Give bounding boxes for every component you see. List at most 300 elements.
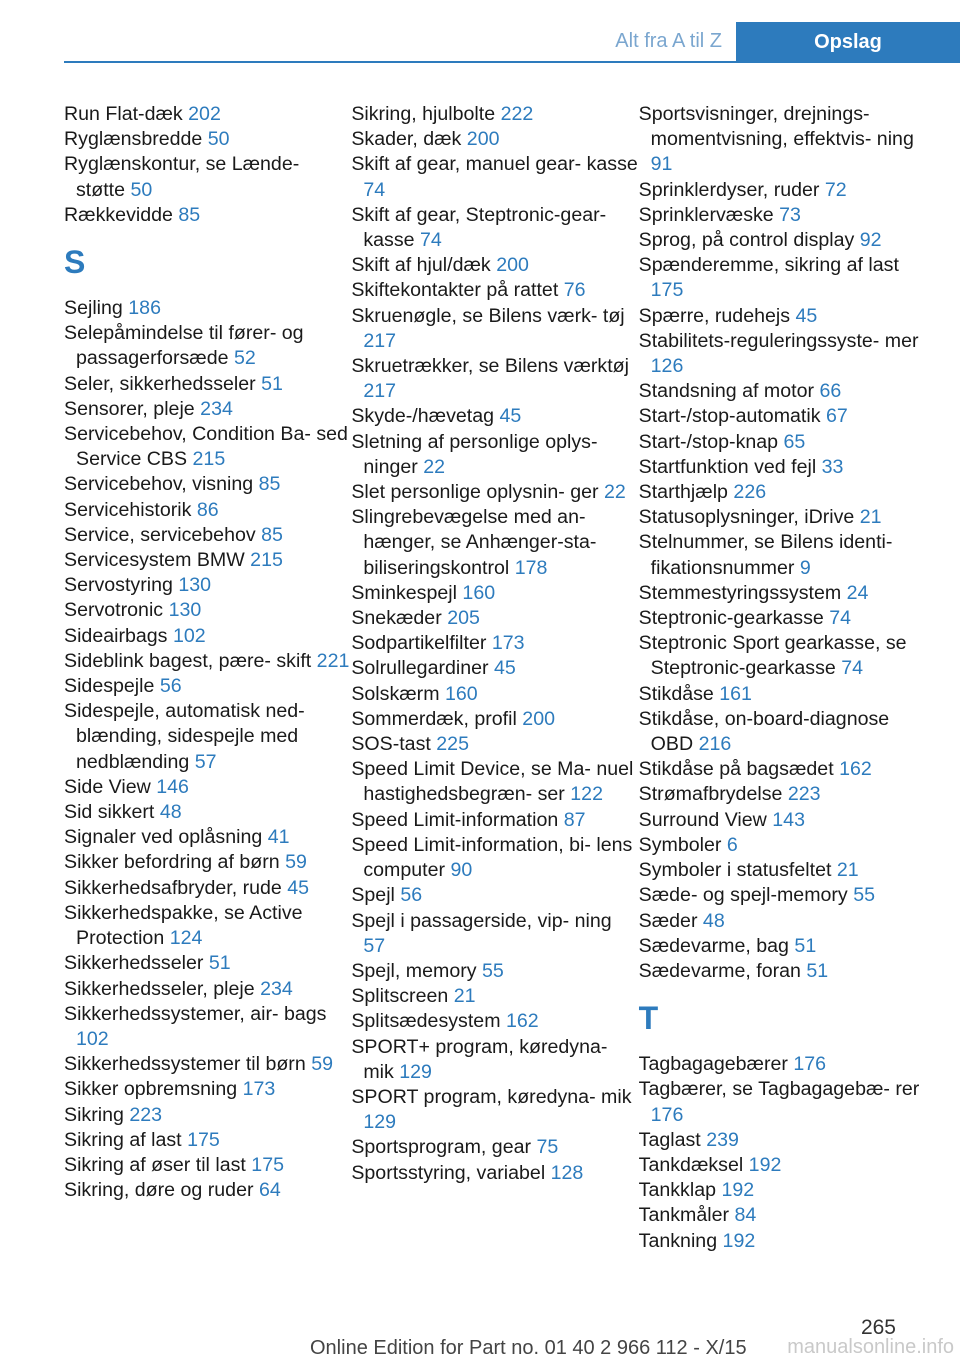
page-reference-link[interactable]: 200 xyxy=(496,254,529,277)
index-entry xyxy=(351,833,638,883)
page-reference-link[interactable]: 239 xyxy=(706,1128,739,1151)
index-entry-text: Symboler xyxy=(638,833,722,856)
page-reference-link[interactable]: 217 xyxy=(363,380,397,403)
page-reference-link[interactable]: 75 xyxy=(536,1136,559,1159)
index-entry xyxy=(64,397,351,422)
index-entry xyxy=(639,757,926,782)
index-entry xyxy=(639,404,926,429)
index-entry xyxy=(351,1135,638,1160)
page-reference-link[interactable]: 102 xyxy=(172,624,206,647)
index-entry-text: Tankklap xyxy=(638,1179,716,1202)
index-entry xyxy=(351,984,638,1009)
page-reference-link[interactable]: 223 xyxy=(129,1103,163,1126)
index-entry xyxy=(351,909,638,959)
page-reference-link[interactable]: 51 xyxy=(806,959,829,982)
index-entry xyxy=(639,505,926,530)
index-entry-text: Sideairbags xyxy=(64,624,168,647)
index-entry-text: Sodpartikelfilter xyxy=(351,632,487,655)
page-reference-link[interactable]: 56 xyxy=(159,675,182,698)
page-reference-link[interactable]: 176 xyxy=(650,1103,684,1126)
index-entry xyxy=(351,883,638,908)
index-entry-text: Slingrebevægelse med an- hænger, se Anhænger-sta- biliseringskontrol xyxy=(351,506,597,579)
index-letter-heading: S xyxy=(64,244,86,281)
index-entry xyxy=(639,631,926,681)
index-entry-text: Sid sikkert xyxy=(64,801,155,824)
page-reference-link[interactable]: 91 xyxy=(650,153,673,176)
index-entry xyxy=(639,1229,926,1254)
page-reference-link[interactable]: 102 xyxy=(76,1027,109,1050)
page-reference-link[interactable]: 175 xyxy=(187,1128,220,1151)
index-entry-text: Stabilitets-reguleringssyste- mer xyxy=(638,329,919,352)
index-entry-text: Stikdåse på bagsædet xyxy=(638,758,834,781)
index-entry xyxy=(639,934,926,959)
page-reference-link[interactable]: 215 xyxy=(192,448,226,471)
index-entry-text: Spejl xyxy=(351,884,395,907)
index-entry xyxy=(351,606,638,631)
page-reference-link[interactable]: 173 xyxy=(242,1078,276,1101)
page-reference-link[interactable]: 215 xyxy=(250,549,283,572)
page-reference-link[interactable]: 162 xyxy=(839,758,872,781)
page-reference-link[interactable]: 50 xyxy=(130,178,153,201)
page-number: 265 xyxy=(860,1316,896,1339)
index-entry-text: Seler, sikkerhedsseler xyxy=(64,372,256,395)
index-entry-text: Sikring xyxy=(64,1103,124,1126)
index-entry xyxy=(639,430,926,455)
index-entry xyxy=(64,498,351,523)
watermark: manualsonline.info xyxy=(787,1336,954,1358)
page-reference-link[interactable]: 90 xyxy=(450,859,473,882)
page-reference-link[interactable]: 86 xyxy=(196,498,219,521)
index-entry xyxy=(639,909,926,934)
page-reference-link[interactable]: 48 xyxy=(159,801,182,824)
page-reference-link[interactable]: 41 xyxy=(267,826,290,849)
index-entry xyxy=(639,606,926,631)
index-entry xyxy=(639,1203,926,1228)
index-entry-text: Tagbærer, se Tagbagagebæ- rer xyxy=(638,1078,920,1101)
index-entry-text: Sideblink bagest, pære- skift xyxy=(64,649,312,672)
index-entry xyxy=(64,649,351,674)
page-reference-link[interactable]: 45 xyxy=(795,304,818,327)
index-entry xyxy=(351,707,638,732)
index-entry-text: Sidespejle xyxy=(64,675,155,698)
page-reference-link[interactable]: 21 xyxy=(453,985,476,1008)
page-reference-link[interactable]: 234 xyxy=(200,397,233,420)
index-entry-text: Signaler ved oplåsning xyxy=(64,826,263,849)
index-entry-text: Sportsstyring, variabel xyxy=(351,1161,546,1184)
page-reference-link[interactable]: 129 xyxy=(363,1111,397,1134)
index-entry-text: Sæde- og spejl-memory xyxy=(638,884,848,907)
index-entry-text: Speed Limit-information xyxy=(351,808,559,831)
index-column-2 xyxy=(351,102,638,1254)
page-reference-link[interactable]: 57 xyxy=(363,934,386,957)
index-entry xyxy=(351,253,638,278)
page-reference-link[interactable]: 72 xyxy=(824,178,847,201)
page-reference-link[interactable]: 222 xyxy=(500,103,534,125)
index-entry-text: Ryglænskontur, se Lænde- støtte xyxy=(64,153,300,201)
index-entry-text: Skiftekontakter på rattet xyxy=(351,279,559,302)
index-entry-text: Sædevarme, bag xyxy=(638,934,789,957)
page-reference-link[interactable]: 85 xyxy=(261,523,283,546)
page-reference-link[interactable]: 66 xyxy=(819,380,842,403)
index-entry xyxy=(64,102,351,127)
index-entry xyxy=(351,404,638,429)
page-reference-link[interactable]: 21 xyxy=(859,506,882,529)
index-entry-text: Surround View xyxy=(638,808,767,831)
index-entry-text: Skruetrækker, se Bilens værktøj xyxy=(351,355,629,378)
index-entry xyxy=(64,674,351,699)
index-entry-text: Stikdåse xyxy=(638,682,714,705)
index-entry-text: Stelnummer, se Bilens identi- fikationsnummer xyxy=(638,531,893,579)
page-reference-link[interactable]: 122 xyxy=(570,783,603,806)
page-reference-link[interactable]: 64 xyxy=(258,1179,281,1202)
index-entry xyxy=(639,102,926,178)
index-entry xyxy=(64,321,351,371)
page-reference-link[interactable]: 130 xyxy=(178,574,212,597)
page-reference-link[interactable]: 178 xyxy=(514,556,548,579)
index-entry-text: Sprog, på control display xyxy=(638,229,855,252)
index-entry-text: Sædevarme, foran xyxy=(638,959,801,982)
section-title: Alt fra A til Z xyxy=(615,30,722,52)
page-reference-link[interactable]: 74 xyxy=(841,657,864,680)
page-reference-link[interactable]: 126 xyxy=(650,355,684,378)
index-entry xyxy=(64,850,351,875)
page-header xyxy=(0,0,960,62)
page-reference-link[interactable]: 221 xyxy=(316,649,350,672)
index-entry xyxy=(639,228,926,253)
index-entry xyxy=(351,1085,638,1135)
index-entry xyxy=(639,455,926,480)
index-entry-text: Sidespejle, automatisk ned- blænding, sidespejle med nedblænding xyxy=(64,700,305,773)
index-entry-text: Servostyring xyxy=(64,574,173,597)
index-entry-text: SPORT+ program, køredyna- mik xyxy=(351,1035,608,1083)
page-reference-link[interactable]: 186 xyxy=(128,297,161,320)
page-reference-link[interactable]: 192 xyxy=(721,1179,755,1202)
index-entry xyxy=(639,304,926,329)
page-reference-link[interactable]: 124 xyxy=(169,927,203,950)
index-entry-text: Tagbagagebærer xyxy=(638,1053,788,1076)
index-entry xyxy=(351,732,638,757)
index-columns xyxy=(64,102,926,1254)
index-entry xyxy=(64,901,351,951)
index-entry xyxy=(639,379,926,404)
index-entry xyxy=(64,296,351,321)
page-reference-link[interactable]: 146 xyxy=(156,775,189,798)
index-entry xyxy=(64,1052,351,1077)
index-entry-text: Speed Limit Device, se Ma- nuel hastighedsbegræn- ser xyxy=(351,758,634,806)
index-entry xyxy=(351,581,638,606)
index-entry-text: Sikkerhedsseler xyxy=(64,952,204,975)
index-entry xyxy=(351,757,638,807)
index-entry xyxy=(64,977,351,1002)
index-entry-text: Snekæder xyxy=(351,607,442,630)
index-entry xyxy=(64,548,351,573)
index-entry-text: SPORT program, køredyna- mik xyxy=(351,1085,632,1108)
index-entry-text: Speed Limit-information, bi- lens computer xyxy=(351,833,633,882)
index-entry xyxy=(351,959,638,984)
index-entry-text: Starthjælp xyxy=(638,481,728,504)
page-reference-link[interactable]: 59 xyxy=(285,851,307,874)
page-reference-link[interactable]: 234 xyxy=(260,977,293,1000)
index-entry-text: Run Flat-dæk xyxy=(64,103,183,125)
page-reference-link[interactable]: 22 xyxy=(604,481,626,504)
page-reference-link[interactable]: 175 xyxy=(251,1153,284,1176)
index-entry-text: Spærre, rudehejs xyxy=(638,304,791,327)
index-entry-text: Sikring, døre og ruder xyxy=(64,1179,254,1202)
index-entry xyxy=(351,127,638,152)
index-entry-text: Tankdæksel xyxy=(638,1153,744,1176)
index-entry-text: Skader, dæk xyxy=(351,128,462,151)
index-entry xyxy=(639,959,926,984)
index-column-3 xyxy=(639,102,926,1254)
page-reference-link[interactable]: 173 xyxy=(491,632,525,655)
index-entry xyxy=(351,682,638,707)
index-letter-heading: T xyxy=(638,1000,659,1037)
page-reference-link[interactable]: 223 xyxy=(787,783,821,806)
index-entry-text: Stikdåse, on-board-diagnose OBD xyxy=(638,707,890,756)
page-reference-link[interactable]: 74 xyxy=(363,178,386,201)
index-entry-text: Skift af hjul/dæk xyxy=(351,254,491,277)
index-entry xyxy=(639,203,926,228)
section-tab[interactable]: Opslag xyxy=(736,22,960,63)
index-entry xyxy=(639,833,926,858)
index-entry-text: Servicesystem BMW xyxy=(64,549,245,572)
page-reference-link[interactable]: 130 xyxy=(168,599,202,622)
page-reference-link[interactable]: 24 xyxy=(846,581,869,604)
page-reference-link[interactable]: 45 xyxy=(287,876,310,899)
index-entry-text: Standsning af motor xyxy=(638,380,815,403)
index-entry-text: Start-/stop-knap xyxy=(638,430,779,453)
page-reference-link[interactable]: 205 xyxy=(447,607,480,630)
index-entry-text: Selepåmindelse til fører- og passagerforsæde xyxy=(64,322,304,370)
page-reference-link[interactable]: 73 xyxy=(779,203,801,226)
index-entry xyxy=(351,1161,638,1186)
page-reference-link[interactable]: 226 xyxy=(733,481,767,504)
index-entry-text: Spænderemme, sikring af last xyxy=(638,254,899,277)
index-entry xyxy=(64,127,351,152)
index-entry xyxy=(64,1178,351,1203)
index-entry-text: Statusoplysninger, iDrive xyxy=(638,506,855,529)
index-entry xyxy=(64,699,351,775)
page-reference-link[interactable]: 85 xyxy=(258,473,281,496)
index-entry xyxy=(639,253,926,303)
page-reference-link[interactable]: 9 xyxy=(799,556,811,579)
page-reference-link[interactable]: 76 xyxy=(563,279,586,302)
index-entry-text: Sikkerhedsafbryder, rude xyxy=(64,876,282,899)
index-entry xyxy=(351,656,638,681)
index-entry xyxy=(639,1052,926,1077)
index-entry xyxy=(351,480,638,505)
page-reference-link[interactable]: 56 xyxy=(400,884,423,907)
page-reference-link[interactable]: 192 xyxy=(722,1229,756,1252)
index-entry-text: Sprinklerdyser, ruder xyxy=(638,178,820,201)
page-reference-link[interactable]: 45 xyxy=(494,657,516,680)
index-entry xyxy=(351,1035,638,1085)
page-reference-link[interactable]: 51 xyxy=(794,934,817,957)
page-reference-link[interactable]: 65 xyxy=(783,430,806,453)
page-reference-link[interactable]: 84 xyxy=(734,1204,757,1227)
index-entry xyxy=(351,430,638,480)
page-reference-link[interactable]: 67 xyxy=(825,405,848,428)
page-reference-link[interactable]: 217 xyxy=(363,329,397,352)
page-reference-link[interactable]: 33 xyxy=(821,455,844,478)
page-reference-link[interactable]: 162 xyxy=(505,1010,539,1033)
index-entry xyxy=(64,422,351,472)
index-entry-text: Sportsprogram, gear xyxy=(351,1136,532,1159)
page-reference-link[interactable]: 55 xyxy=(853,884,875,907)
index-entry-text: Service, servicebehov xyxy=(64,523,256,546)
index-entry xyxy=(64,573,351,598)
index-entry-text: Steptronic-gearkasse xyxy=(638,607,824,630)
index-entry xyxy=(351,278,638,303)
page-reference-link[interactable]: 160 xyxy=(444,682,478,705)
index-entry-text: Sikring af øser til last xyxy=(64,1153,246,1176)
page-reference-link[interactable]: 51 xyxy=(208,952,231,975)
index-entry-text: Sommerdæk, profil xyxy=(351,707,517,730)
page-reference-link[interactable]: 192 xyxy=(748,1153,782,1176)
index-entry xyxy=(639,782,926,807)
page-reference-link[interactable]: 52 xyxy=(233,347,256,370)
index-entry xyxy=(351,808,638,833)
index-entry xyxy=(64,775,351,800)
index-entry-text: Servicebehov, visning xyxy=(64,473,254,496)
index-entry xyxy=(64,472,351,497)
page-reference-link[interactable]: 160 xyxy=(462,581,496,604)
index-entry-text: Sikkerhedspakke, se Active Protection xyxy=(64,901,303,950)
index-entry-text: Ryglænsbredde xyxy=(64,128,203,151)
index-entry-text: Solrullegardiner xyxy=(351,657,489,680)
index-entry xyxy=(639,178,926,203)
index-entry xyxy=(639,883,926,908)
index-entry xyxy=(351,1009,638,1034)
page-reference-link[interactable]: 225 xyxy=(436,733,469,756)
page-reference-link[interactable]: 216 xyxy=(698,733,732,756)
page-reference-link[interactable]: 22 xyxy=(423,455,446,478)
index-entry xyxy=(64,203,351,228)
index-entry-text: Skruenøgle, se Bilens værk- tøj xyxy=(351,304,625,327)
index-entry xyxy=(639,329,926,379)
index-entry xyxy=(639,1178,926,1203)
page-reference-link[interactable]: 129 xyxy=(399,1060,432,1083)
index-entry xyxy=(639,858,926,883)
index-entry xyxy=(639,530,926,580)
index-entry-text: Sikker befordring af børn xyxy=(64,851,280,874)
index-entry-text: Solskærm xyxy=(351,682,440,705)
index-entry xyxy=(64,624,351,649)
index-entry xyxy=(639,707,926,757)
index-entry xyxy=(351,354,638,404)
index-entry-text: Splitscreen xyxy=(351,985,449,1008)
index-entry xyxy=(639,808,926,833)
page-reference-link[interactable]: 200 xyxy=(522,707,555,730)
page-reference-link[interactable]: 85 xyxy=(178,203,201,226)
index-column-1 xyxy=(64,102,351,1254)
page-reference-link[interactable]: 200 xyxy=(466,128,500,151)
index-entry xyxy=(64,152,351,202)
page-reference-link[interactable]: 202 xyxy=(188,103,221,125)
index-entry xyxy=(639,1128,926,1153)
index-entry-text: Rækkevidde xyxy=(64,203,173,226)
page-reference-link[interactable]: 57 xyxy=(194,750,217,773)
index-entry-text: Startfunktion ved fejl xyxy=(638,455,817,478)
index-entry-text: Skift af gear, Steptronic-gear- kasse xyxy=(351,203,607,252)
index-entry-text: Spejl i passagerside, vip- ning xyxy=(351,909,612,932)
index-entry xyxy=(351,102,638,127)
index-entry-text: Servicebehov, Condition Ba- sed Service CBS xyxy=(64,423,348,471)
page-reference-link[interactable]: 51 xyxy=(261,372,283,395)
index-entry-text: Sprinklervæske xyxy=(638,203,774,226)
page-reference-link[interactable]: 50 xyxy=(207,128,230,151)
page-reference-link[interactable]: 74 xyxy=(829,607,852,630)
index-entry xyxy=(64,1153,351,1178)
index-entry-text: Taglast xyxy=(638,1128,701,1151)
header-rule xyxy=(64,61,960,63)
index-entry-text: Sensorer, pleje xyxy=(64,397,195,420)
index-entry-text: Slet personlige oplysnin- ger xyxy=(351,481,599,504)
page-reference-link[interactable]: 161 xyxy=(719,682,752,705)
index-entry-text: Sletning af personlige oplys- ninger xyxy=(351,430,598,478)
index-entry xyxy=(639,480,926,505)
index-entry xyxy=(64,598,351,623)
page-reference-link[interactable]: 6 xyxy=(726,833,738,856)
index-entry xyxy=(351,152,638,202)
page-reference-link[interactable]: 176 xyxy=(793,1053,827,1076)
index-entry xyxy=(639,1077,926,1127)
page-reference-link[interactable]: 21 xyxy=(836,859,859,882)
page-reference-link[interactable]: 45 xyxy=(499,405,522,428)
index-entry-text: Stemmestyringssystem xyxy=(638,581,842,604)
index-entry-text: Sikkerhedssystemer, air- bags xyxy=(64,1002,327,1025)
index-entry-text: Sportsvisninger, drejnings- momentvisning, effektvis- ning xyxy=(638,103,914,151)
page-reference-link[interactable]: 143 xyxy=(772,808,805,831)
index-entry xyxy=(64,1103,351,1128)
index-entry-text: Tankning xyxy=(638,1229,718,1252)
page-reference-link[interactable]: 128 xyxy=(550,1161,584,1184)
index-entry-text: Steptronic Sport gearkasse, se Steptronic-gearkasse xyxy=(638,632,907,680)
index-entry-text: Servotronic xyxy=(64,599,164,622)
index-entry-text: Sikring af last xyxy=(64,1128,182,1151)
index-entry-text: Sikring, hjulbolte xyxy=(351,103,496,125)
page-reference-link[interactable]: 92 xyxy=(859,229,882,252)
index-entry xyxy=(351,631,638,656)
index-entry-text: Sæder xyxy=(638,909,698,932)
page-reference-link[interactable]: 87 xyxy=(563,808,586,831)
index-entry-text: Skyde-/hævetag xyxy=(351,405,495,428)
index-entry xyxy=(64,951,351,976)
index-entry-text: Sminkespejl xyxy=(351,581,457,604)
page-reference-link[interactable]: 175 xyxy=(650,279,684,302)
index-entry-text: Sikkerhedsseler, pleje xyxy=(64,977,255,1000)
index-entry-text: Tankmåler xyxy=(638,1204,730,1227)
index-entry-text: Side View xyxy=(64,775,151,798)
page-reference-link[interactable]: 59 xyxy=(311,1053,333,1076)
index-entry-text: SOS-tast xyxy=(351,733,431,756)
index-entry xyxy=(351,505,638,581)
index-entry-text: Start-/stop-automatik xyxy=(638,405,821,428)
index-entry-text: Servicehistorik xyxy=(64,498,192,521)
index-entry xyxy=(64,1128,351,1153)
index-entry xyxy=(64,1077,351,1102)
index-entry xyxy=(64,372,351,397)
index-entry-text: Spejl, memory xyxy=(351,959,477,982)
page-reference-link[interactable]: 48 xyxy=(702,909,725,932)
index-entry xyxy=(64,876,351,901)
index-entry-text: Sejling xyxy=(64,297,123,320)
page-reference-link[interactable]: 74 xyxy=(419,229,442,252)
page-reference-link[interactable]: 55 xyxy=(482,959,504,982)
footer-edition: Online Edition for Part no. 01 40 2 966 112 - X/15 xyxy=(310,1337,747,1359)
index-entry xyxy=(64,1002,351,1052)
index-entry-text: Sikker opbremsning xyxy=(64,1078,238,1101)
